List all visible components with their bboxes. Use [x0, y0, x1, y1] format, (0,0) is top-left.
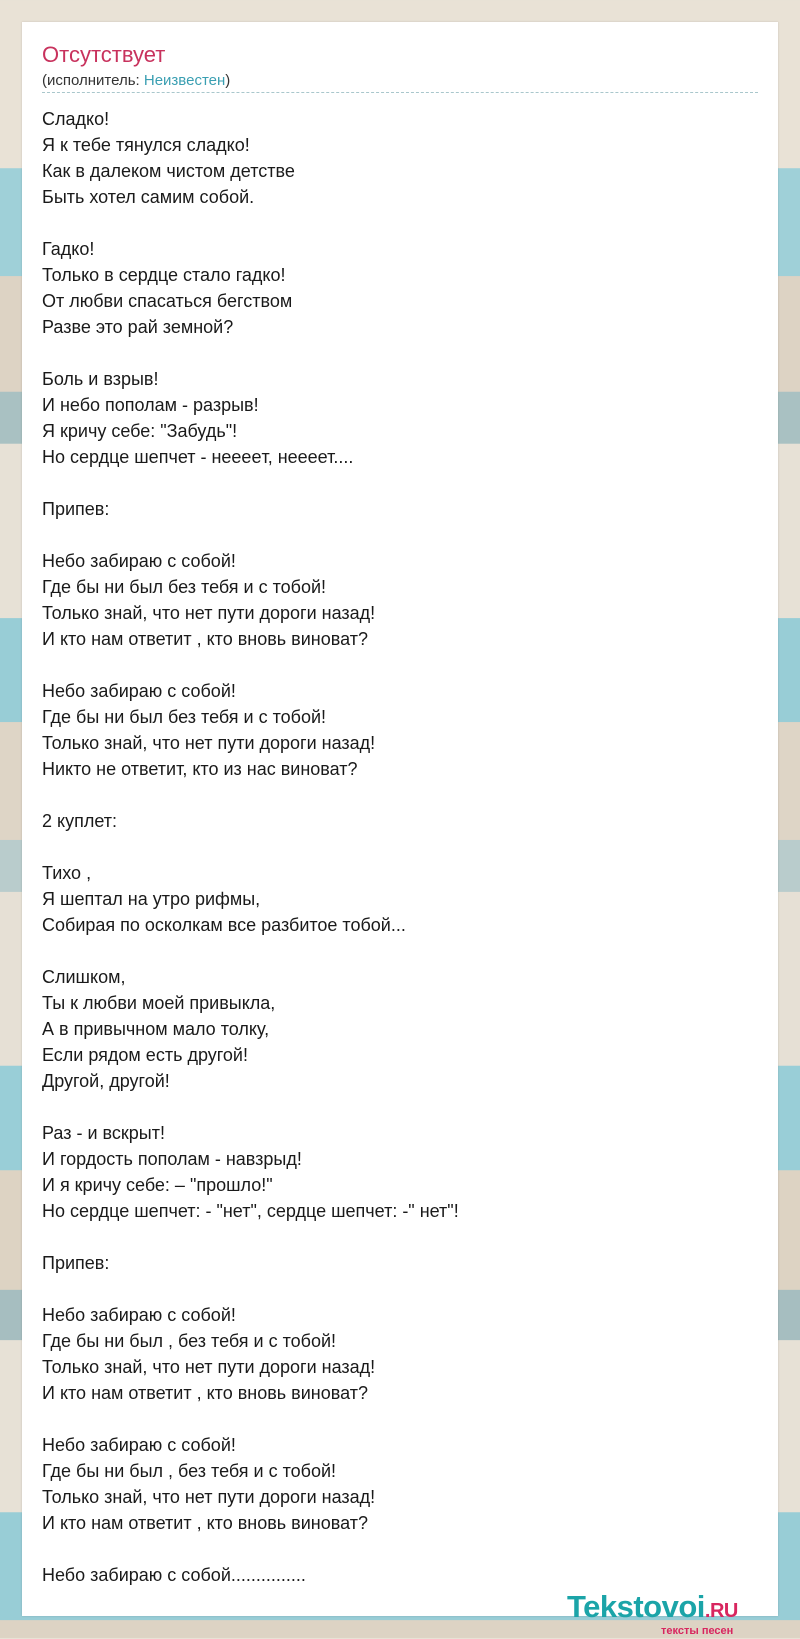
artist-prefix: (исполнитель: [42, 72, 144, 89]
logo-wordmark [567, 1589, 738, 1625]
lyric-blank-line [42, 1094, 758, 1120]
lyric-line: Я кричу себе: "Забудь"! [42, 421, 238, 441]
lyric-blank-line [42, 340, 758, 366]
lyric-line: Как в далеком чистом детстве [42, 161, 295, 181]
lyric-line: От любви спасаться бегством [42, 291, 293, 311]
artist-suffix: ) [225, 72, 231, 89]
logo-name: Tekstovoi [567, 1589, 705, 1624]
site-logo[interactable] [567, 1589, 767, 1639]
logo-tld: .RU [704, 1600, 738, 1622]
lyric-line: Разве это рай земной? [42, 317, 234, 337]
logo-tagline: тексты песен [661, 1625, 734, 1637]
lyric-line: Только в сердце стало гадко! [42, 265, 286, 285]
lyric-line: Сладко! [42, 109, 110, 129]
lyric-line: Небо забираю с собой............... [42, 1565, 306, 1585]
lyric-line: Быть хотел самим собой. [42, 187, 255, 207]
lyrics-text [42, 106, 758, 1588]
lyric-line: Где бы ни был без тебя и с тобой! [42, 707, 327, 727]
lyric-line: И небо пополам - разрыв! [42, 395, 259, 415]
lyric-line: Только знай, что нет пути дороги назад! [42, 1357, 376, 1377]
lyric-line: Я шептал на утро рифмы, [42, 889, 261, 909]
lyric-line: Я к тебе тянулся сладко! [42, 135, 250, 155]
lyric-line: И кто нам ответит , кто вновь виноват? [42, 1513, 368, 1533]
lyrics-card [22, 22, 778, 1637]
artist-link[interactable]: Неизвестен [143, 72, 226, 89]
lyric-line: И кто нам ответит , кто вновь виноват? [42, 629, 368, 649]
lyric-blank-line [42, 782, 758, 808]
lyric-blank-line [42, 1536, 758, 1562]
lyric-line: 2 куплет: [42, 811, 117, 831]
lyric-line: Небо забираю с собой! [42, 681, 236, 701]
lyric-line: Припев: [42, 499, 110, 519]
lyric-line: Припев: [42, 1253, 110, 1273]
lyric-blank-line [42, 210, 758, 236]
lyric-blank-line [42, 938, 758, 964]
title-divider [42, 92, 758, 93]
lyric-line: Где бы ни был без тебя и с тобой! [42, 577, 327, 597]
lyric-line: Собирая по осколкам все разбитое тобой... [42, 915, 406, 935]
lyric-line: Другой, другой! [42, 1071, 170, 1091]
lyric-line: И я кричу себе: – "прошло!" [42, 1175, 273, 1195]
lyric-line: Небо забираю с собой! [42, 551, 236, 571]
lyric-blank-line [42, 834, 758, 860]
lyric-line: Где бы ни был , без тебя и с тобой! [42, 1331, 337, 1351]
lyric-line: Никто не ответит, кто из нас виноват? [42, 759, 358, 779]
lyric-blank-line [42, 522, 758, 548]
lyric-blank-line [42, 1406, 758, 1432]
lyric-line: Небо забираю с собой! [42, 1305, 236, 1325]
lyric-line: Где бы ни был , без тебя и с тобой! [42, 1461, 337, 1481]
lyric-line: Раз - и вскрыт! [42, 1123, 165, 1143]
lyric-blank-line [42, 1276, 758, 1302]
lyric-line: Слишком, [42, 967, 126, 987]
lyric-line: Только знай, что нет пути дороги назад! [42, 603, 376, 623]
lyric-line: Ты к любви моей привыкла, [42, 993, 276, 1013]
lyric-line: Тихо , [42, 863, 92, 883]
lyric-line: И кто нам ответит , кто вновь виноват? [42, 1383, 368, 1403]
lyric-line: Только знай, что нет пути дороги назад! [42, 1487, 376, 1507]
lyric-line: Небо забираю с собой! [42, 1435, 236, 1455]
lyric-line: Боль и взрыв! [42, 369, 159, 389]
lyric-line: Если рядом есть другой! [42, 1045, 248, 1065]
lyric-blank-line [42, 652, 758, 678]
lyric-blank-line [42, 1224, 758, 1250]
lyric-line: И гордость пополам - навзрыд! [42, 1149, 302, 1169]
artist-line [42, 72, 230, 89]
lyric-line: Но сердце шепчет: - "нет", сердце шепчет: -" нет"! [42, 1201, 459, 1221]
lyric-line: Только знай, что нет пути дороги назад! [42, 733, 376, 753]
lyric-line: Но сердце шепчет - нееeeт, неееет.... [42, 447, 354, 467]
lyric-line: Гадко! [42, 239, 95, 259]
lyric-blank-line [42, 470, 758, 496]
song-title: Отсутствует [42, 42, 166, 67]
lyric-line: А в привычном мало толку, [42, 1019, 270, 1039]
